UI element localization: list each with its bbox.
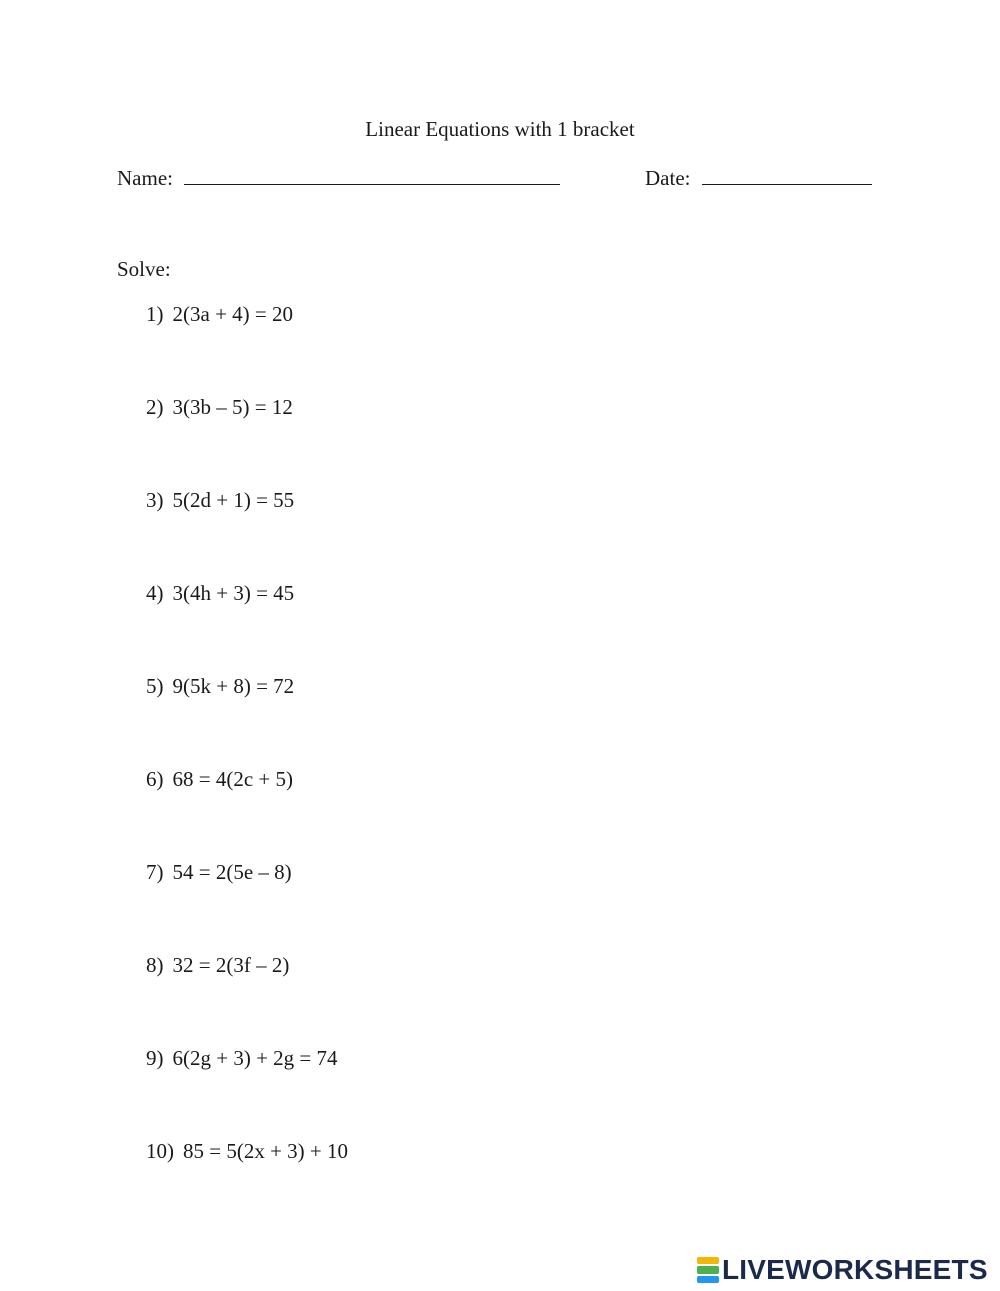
problem-number: 4)	[146, 581, 164, 605]
problem-equation: 54 = 2(5e – 8)	[172, 860, 292, 884]
problem-item	[146, 860, 348, 953]
problem-item	[146, 581, 348, 674]
liveworksheets-logo	[697, 1254, 988, 1286]
problem-item	[146, 395, 348, 488]
problem-item	[146, 953, 348, 1046]
problem-equation: 68 = 4(2c + 5)	[172, 767, 293, 791]
liveworksheets-logo-icon	[697, 1256, 719, 1284]
problem-number: 6)	[146, 767, 164, 791]
problem-number: 10)	[146, 1139, 174, 1163]
name-row	[117, 164, 560, 191]
logo-bar-blue	[697, 1276, 719, 1283]
problem-number: 2)	[146, 395, 164, 419]
problem-equation: 9(5k + 8) = 72	[172, 674, 295, 698]
problem-item	[146, 767, 348, 860]
logo-bar-green	[697, 1266, 719, 1273]
problem-item	[146, 674, 348, 767]
problem-item	[146, 302, 348, 395]
instruction-text: Solve:	[117, 257, 171, 281]
problem-equation: 3(3b – 5) = 12	[172, 395, 293, 419]
problem-equation: 3(4h + 3) = 45	[172, 581, 295, 605]
problem-equation: 2(3a + 4) = 20	[172, 302, 293, 326]
problem-number: 1)	[146, 302, 164, 326]
date-row	[645, 164, 872, 191]
problem-item	[146, 488, 348, 581]
logo-bar-yellow	[697, 1257, 719, 1264]
problem-number: 3)	[146, 488, 164, 512]
problem-item	[146, 1046, 348, 1139]
problem-list	[146, 302, 348, 1232]
problem-equation: 32 = 2(3f – 2)	[172, 953, 290, 977]
logo-text: LIVEWORKSHEETS	[722, 1254, 988, 1285]
problem-number: 8)	[146, 953, 164, 977]
name-label: Name:	[117, 166, 173, 190]
problem-number: 7)	[146, 860, 164, 884]
problem-equation: 85 = 5(2x + 3) + 10	[183, 1139, 349, 1163]
date-label: Date:	[645, 166, 691, 190]
problem-number: 5)	[146, 674, 164, 698]
problem-item	[146, 1139, 348, 1232]
date-blank[interactable]	[702, 164, 872, 185]
problem-number: 9)	[146, 1046, 164, 1070]
name-blank[interactable]	[184, 164, 560, 185]
worksheet-title: Linear Equations with 1 bracket	[365, 117, 635, 141]
problem-equation: 6(2g + 3) + 2g = 74	[172, 1046, 338, 1070]
problem-equation: 5(2d + 1) = 55	[172, 488, 295, 512]
